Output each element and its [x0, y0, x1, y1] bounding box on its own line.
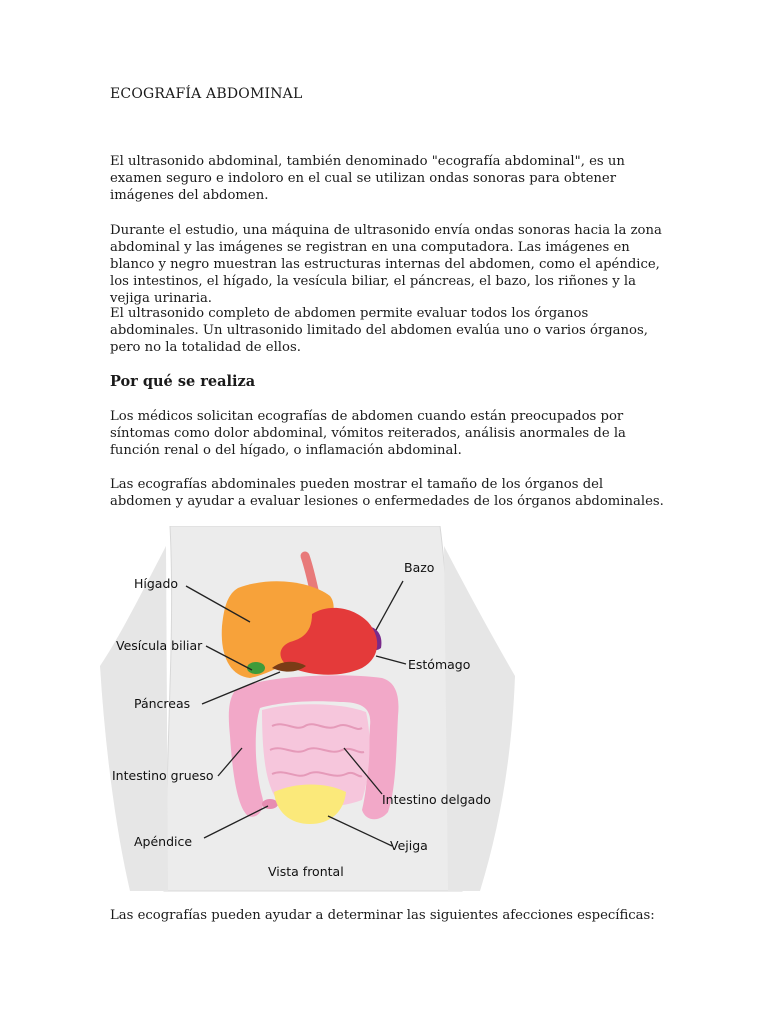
- intro-paragraph-3: El ultrasonido completo de abdomen permite evaluar todos los órganos abdominales. Un ultrasonido limitado del abdomen evalúa uno o varios órganos, pero no la totalidad de ellos.: [110, 306, 648, 355]
- abdomen-diagram: [100, 526, 520, 896]
- label-pancreas: Páncreas: [134, 696, 191, 711]
- label-estomago: Estómago: [408, 657, 471, 672]
- label-intestino-grueso: Intestino grueso: [112, 768, 214, 783]
- label-intestino-delgado: Intestino delgado: [382, 792, 491, 807]
- intro-paragraph-2: Durante el estudio, una máquina de ultrasonido envía ondas sonoras hacia la zona abdominal y las imágenes se registran en una computadora. Las imágenes en blanco y negro muestran las estructuras internas del abdomen, como el apéndice, los intestinos, el hígado, la vesícula biliar, el páncreas, el bazo, los riñones y la vejiga urinaria.: [110, 223, 662, 306]
- section-paragraph-1: Los médicos solicitan ecografías de abdomen cuando están preocupados por síntomas como dolor abdominal, vómitos reiterados, análisis anormales de la función renal o del hígado, o inflamación abdominal.: [110, 409, 626, 458]
- right-arm-silhouette: [444, 546, 515, 891]
- section-heading: Por qué se realiza: [110, 373, 256, 390]
- label-higado: Hígado: [134, 576, 179, 591]
- gallbladder: [247, 662, 265, 674]
- intro-paragraph-1: El ultrasonido abdominal, también denominado "ecografía abdominal", es un examen seguro e indoloro en el cual se utilizan ondas sonoras para obtener imágenes del abdomen.: [110, 154, 625, 203]
- document-title: ECOGRAFÍA ABDOMINAL: [110, 86, 303, 102]
- label-apendice: Apéndice: [134, 834, 193, 849]
- section-paragraph-2: Las ecografías abdominales pueden mostrar el tamaño de los órganos del abdomen y ayudar a evaluar lesiones o enfermedades de los órganos abdominales.: [110, 477, 664, 509]
- figure-caption: Vista frontal: [268, 864, 344, 879]
- label-vesicula: Vesícula biliar: [116, 638, 203, 653]
- closing-paragraph: Las ecografías pueden ayudar a determinar las siguientes afecciones específicas:: [110, 908, 655, 923]
- label-bazo: Bazo: [404, 560, 435, 575]
- abdomen-anatomy-figure: [100, 526, 520, 896]
- label-vejiga: Vejiga: [390, 838, 428, 853]
